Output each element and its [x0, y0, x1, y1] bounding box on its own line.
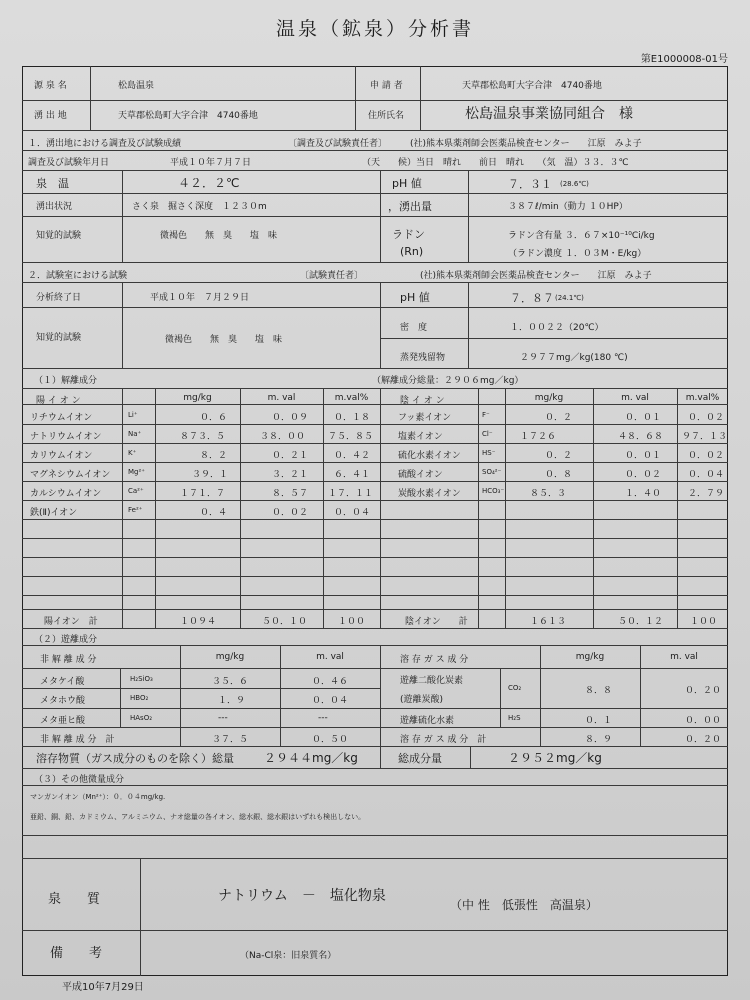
gas-name: 遊離二酸化炭素: [400, 676, 464, 686]
page-title: 温泉（鉱泉）分析書: [275, 18, 474, 40]
flow-amount: ３８７ℓ/min（動力 １０HP）: [508, 202, 628, 212]
cation-pct: ０．１８: [334, 413, 371, 423]
nondiss-mg: １．９: [218, 696, 246, 706]
analysis-end-label: 分析終了日: [36, 293, 82, 303]
nondiss-name: メタホウ酸: [40, 696, 86, 706]
nondiss-head-mval: m. val: [316, 652, 344, 662]
gas-name: 遊離硫化水素: [400, 716, 455, 726]
gas-symbol: CO₂: [508, 684, 522, 692]
cation-symbol: Ca²⁺: [128, 487, 144, 495]
cation-total-mg: １０９４: [180, 617, 217, 627]
cation-mval: ８．５７: [272, 489, 309, 499]
density-label: 密 度: [400, 323, 428, 333]
section1-responsible-label: 〔調査及び試験責任者〕: [288, 139, 388, 149]
anion-mg: ０．８: [545, 470, 573, 480]
gas-symbol: H₂S: [508, 714, 521, 722]
sensory-label-1: 知覚的試験: [36, 231, 82, 241]
anion-pct: ０．０２: [688, 413, 725, 423]
cation-mval: ３８．００: [260, 432, 306, 442]
anion-symbol: HCO₃⁻: [482, 487, 505, 495]
nondiss-name: メタケイ酸: [40, 677, 85, 687]
cation-head-name: 陽 イ オ ン: [36, 396, 81, 406]
applicant-name: 松島温泉事業協同組合 様: [465, 106, 633, 122]
anion-name: 硫化水素イオン: [398, 451, 461, 461]
gas-mg: ０．１: [585, 716, 613, 726]
gas-total-label: 溶 存 ガ ス 成 分 計: [400, 735, 487, 745]
cation-symbol: Fe²⁺: [128, 506, 143, 514]
anion-name: 塩素イオン: [398, 432, 443, 442]
anion-name: 硫酸イオン: [398, 470, 443, 480]
cation-pct: ７５．８５: [328, 432, 374, 442]
gas-total-mg: ８．９: [585, 735, 613, 745]
trace-manganese: マンガンイオン（Mn²⁺）：０．０４mg/kg.: [30, 793, 166, 801]
nondiss-name: メタ亜ヒ酸: [40, 716, 86, 726]
cation-mval: ０．２１: [272, 451, 309, 461]
flow-amount-label: ，湧出量: [388, 200, 432, 213]
nondiss-mval: ０．４６: [312, 677, 349, 687]
anion-symbol: SO₄²⁻: [482, 468, 502, 476]
nondiss-head-name: 非 解 離 成 分: [40, 655, 97, 665]
cation-mg: ３９．１: [192, 470, 229, 480]
spring-temp: ４２．２℃: [178, 176, 240, 190]
residue-label: 蒸発残留物: [400, 353, 446, 363]
anion-symbol: Cl⁻: [482, 430, 493, 438]
sensory-label-2: 知覚的試験: [36, 333, 82, 343]
nondiss-mg: ３５．６: [212, 677, 249, 687]
gas-head-mval: m. val: [670, 652, 698, 662]
cation-mg: ０．６: [200, 413, 228, 423]
section2-responsible: (社)熊本県薬剤師会医薬品検査センター 江原 みよ子: [420, 271, 652, 281]
cation-total-label: 陽イオン 計: [44, 617, 98, 627]
cation-name: カルシウムイオン: [30, 489, 102, 499]
ph-note-1: (28.6℃): [560, 180, 589, 188]
ph-label-1: pH 値: [392, 177, 422, 190]
anion-mval: １．４０: [625, 489, 662, 499]
nondiss-mval: ---: [318, 713, 328, 723]
cation-name: リチウムイオン: [30, 413, 93, 423]
cation-name: 鉄(Ⅱ)イオン: [30, 508, 78, 518]
ph-note-2: (24.1℃): [555, 294, 584, 302]
gas-mg: ８．８: [585, 686, 613, 696]
section1-responsible: (社)熊本県薬剤師会医薬品検査センター 江原 みよ子: [410, 139, 642, 149]
cation-mg: ８７３．５: [180, 432, 226, 442]
nondiss-total-mg: ３７．５: [212, 735, 249, 745]
gas-total-mval: ０．２０: [685, 735, 722, 745]
cation-head-mval: m. val: [267, 393, 296, 403]
anion-head-mg: mg/kg: [534, 393, 564, 403]
cation-head-pct: m.val%: [334, 393, 369, 403]
source-name: 松島温泉: [118, 81, 155, 91]
nondiss-mval: ０．０４: [312, 696, 349, 706]
cation-symbol: K⁺: [128, 449, 137, 457]
anion-total-label: 陰イオン 計: [405, 617, 468, 627]
cation-name: マグネシウムイオン: [30, 470, 111, 480]
cation-pct: ６．４１: [334, 470, 371, 480]
cation-total-mval: ５０．１０: [262, 617, 308, 627]
cation-pct: ０．４２: [334, 451, 371, 461]
anion-mval: ０．０１: [625, 413, 662, 423]
weather: （天 候）当日 晴れ 前日 晴れ （気 温）３３．３℃: [362, 158, 629, 168]
trace-heading: （３）その他微量成分: [34, 775, 125, 785]
anion-symbol: F⁻: [482, 411, 490, 419]
nondiss-symbol: HBO₂: [130, 694, 149, 702]
section2-responsible-label: 〔試験責任者〕: [300, 271, 364, 281]
total-components: ２９５２mg／kg: [508, 751, 602, 765]
anion-head-name: 陰 イ オ ン: [400, 396, 445, 406]
cation-mval: ３．２１: [272, 470, 309, 480]
flow-state-label: 湧出状況: [36, 202, 73, 212]
cation-mg: １７１．７: [180, 489, 226, 499]
location: 天草郡松島町大字合津 4740番地: [118, 111, 258, 121]
cation-mval: ０．０９: [272, 413, 309, 423]
cation-symbol: Mg²⁺: [128, 468, 145, 476]
remarks: （Na-Cl泉：旧泉質名）: [240, 951, 337, 961]
anion-mg: ８５．３: [530, 489, 567, 499]
cation-total-pct: １００: [338, 617, 366, 627]
source-name-label: 源 泉 名: [34, 81, 67, 91]
cation-mval: ０．０２: [272, 508, 309, 518]
gas-name-alt: (遊離炭酸): [400, 695, 444, 705]
cation-name: ナトリウムイオン: [30, 432, 102, 442]
anion-mval: ４８．６８: [618, 432, 664, 442]
ph-label-2: pH 値: [400, 291, 430, 304]
cation-symbol: Na⁺: [128, 430, 142, 438]
anion-symbol: HS⁻: [482, 449, 496, 457]
spring-quality-detail: （中 性 低張性 高温泉）: [450, 898, 598, 912]
anion-total-mval: ５０．１２: [618, 617, 664, 627]
anion-mg: ０．２: [545, 413, 573, 423]
gas-head-name: 溶 存 ガ ス 成 分: [400, 655, 469, 665]
section1-heading: １．湧出地における調査及び試験成績: [28, 139, 182, 149]
anion-head-pct: m.val%: [685, 393, 720, 403]
anion-mg: ０．２: [545, 451, 573, 461]
cation-pct: １７．１１: [328, 489, 374, 499]
cation-head-mg: mg/kg: [183, 393, 212, 403]
anion-total-mg: １６１３: [530, 617, 567, 627]
anion-name: 炭酸水素イオン: [398, 489, 461, 499]
sensory-2: 微褐色 無 臭 塩 味: [165, 335, 283, 345]
survey-date-label: 調査及び試験年月日: [28, 158, 110, 168]
spring-quality: ナトリウム － 塩化物泉: [218, 888, 386, 904]
document-number: 第E1000008-01号: [640, 54, 728, 65]
spring-quality-label: 泉 質: [48, 892, 101, 907]
survey-date: 平成１０年７月７日: [170, 158, 252, 168]
gas-mval: ０．００: [685, 716, 722, 726]
undissociated-heading: （２）遊離成分: [34, 635, 98, 645]
cation-symbol: Li⁺: [128, 411, 138, 419]
anion-pct: ２．７９: [688, 489, 725, 499]
nondiss-symbol: H₂SiO₃: [130, 675, 153, 683]
anion-total-pct: １００: [690, 617, 718, 627]
radon-label-rn: (Rn): [400, 245, 424, 258]
solutes-total: ２９４４mg／kg: [264, 751, 358, 765]
nondiss-symbol: HAsO₂: [130, 714, 153, 722]
radon-content: ラドン含有量 ３．６７×10⁻¹⁰Ci/kg: [508, 231, 655, 241]
anion-mval: ０．０１: [625, 451, 662, 461]
dissociated-heading: （１）解離成分: [34, 376, 98, 386]
dissociated-total: （解離成分総量：２９０６mg／kg）: [372, 376, 524, 386]
cation-mg: ８．２: [200, 451, 228, 461]
anion-pct: ０．０４: [688, 470, 725, 480]
cation-mg: ０．４: [200, 508, 228, 518]
residue: ２９７７mg／kg(180 ℃): [520, 353, 628, 363]
remarks-label: 備 考: [50, 946, 103, 961]
applicant-label: 申 請 者: [370, 81, 403, 91]
anion-mg: １７２６: [520, 432, 557, 442]
issue-date: 平成10年7月29日: [62, 982, 144, 993]
address-name-label: 住所氏名: [368, 111, 405, 121]
cation-name: カリウムイオン: [30, 451, 93, 461]
analysis-end-date: 平成１０年 ７月２９日: [150, 293, 250, 303]
nondiss-head-mg: mg/kg: [215, 652, 245, 662]
sensory-1: 微褐色 無 臭 塩 味: [160, 231, 278, 241]
section2-heading: ２．試験室における試験: [28, 271, 128, 281]
ph-value-2: ７．８７: [510, 292, 554, 305]
trace-not-detected: 亜鉛、銅、鉛、カドミウム、アルミニウム、ナオ総量の各イオン、総水銀、総水銀はいずれも検出しない。: [30, 813, 366, 821]
nondiss-total-mval: ０．５０: [312, 735, 349, 745]
cation-pct: ０．０４: [334, 508, 371, 518]
anion-head-mval: m. val: [621, 393, 649, 403]
location-label: 湧 出 地: [34, 111, 67, 121]
nondiss-mg: ---: [218, 713, 228, 723]
anion-pct: ９７．１３: [682, 432, 728, 442]
flow-state: さく泉 掘さく深度 １２３０m: [132, 202, 267, 212]
anion-pct: ０．０２: [688, 451, 725, 461]
spring-temp-label: 泉 温: [36, 177, 69, 190]
anion-name: フッ素イオン: [398, 413, 452, 423]
anion-mval: ０．０２: [625, 470, 662, 480]
radon-label: ラドン: [392, 228, 425, 241]
applicant-address: 天草郡松島町大字合津 4740番地: [462, 81, 602, 91]
gas-mval: ０．２０: [685, 686, 722, 696]
ph-value-1: ７．３１: [508, 178, 552, 191]
solutes-label: 溶存物質（ガス成分のものを除く）総量: [36, 752, 234, 765]
gas-head-mg: mg/kg: [575, 652, 605, 662]
radon-concentration: （ラドン濃度 １．０３M・E/kg）: [508, 249, 647, 259]
nondiss-total-label: 非 解 離 成 分 計: [40, 735, 115, 745]
total-components-label: 総成分量: [398, 752, 442, 765]
density: １．００２２（20℃）: [510, 323, 604, 333]
